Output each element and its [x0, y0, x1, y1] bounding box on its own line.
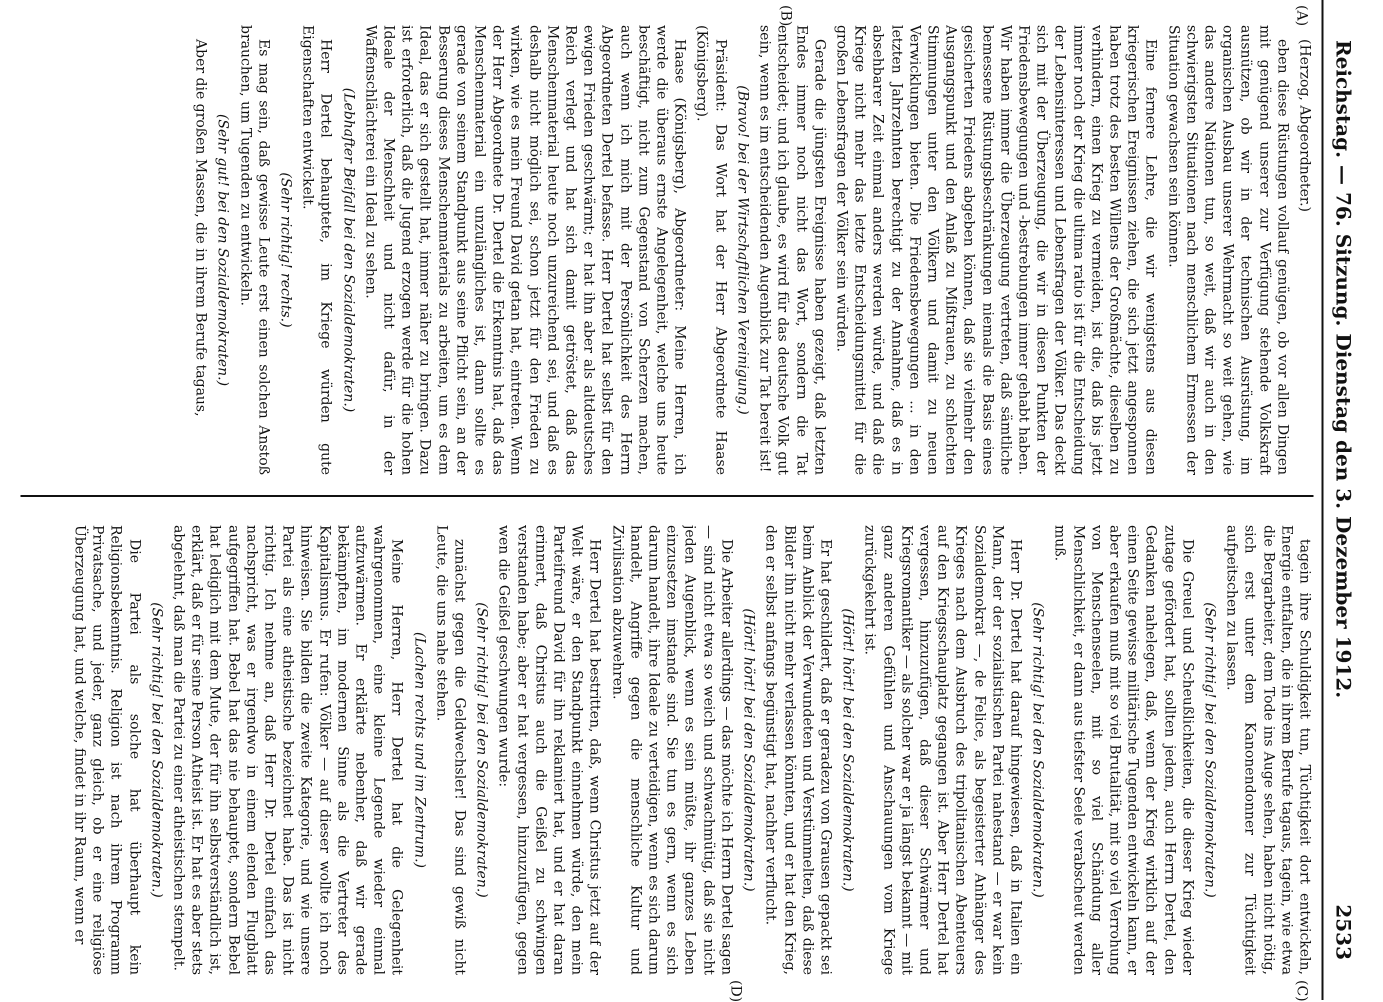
paragraph: tagein ihre Schuldigkeit tun, Tüchtigkeit dort entwickeln, Energie entfalten, die in ihrem Berufe tagaus, tagein, wie etwa die Bergarbeiter, dem Tode ins Auge sehen, haben nicht nötig, sich erst unter dem Kanonendonner zur Tüchtigkeit aufpeitschen zu lassen.	[1223, 525, 1312, 975]
paragraph: Herr Dertel behauptete, im Kriege würden gute Eigenschaften entwickelt.	[299, 25, 334, 475]
interjection: (Bravo! bei der Wirtschaftlichen Vereinigung.)	[733, 85, 750, 415]
paragraph: Die Greuel und Scheußlichkeiten, die dieser Krieg wieder zutage gefördert hat, sollten jedem, auch Herrn Dertel, den Gedanken nahelegen, daß, wenn der Krieg wirklich auf der einen Seite gewisse militärische Tugenden entwickeln kann, er aber erkaufen muß mit so viel Brutalität, mit so viel Verrohung von Menschenseelen, mit so viel Schändung aller Menschlichkeit, er dann aus tiefster Seele verabscheut werden muß.	[1051, 525, 1195, 975]
paragraph: Eine fernere Lehre, die wir wenigstens aus diesen kriegerischen Ereignissen ziehen, die sich jetzt angesponnen haben trotz des besten Willens der Großmächte, dieselben zu verhindern, einen Krieg zu vermeiden, ist die, daß bis jetzt immer noch der Krieg die ultima ratio ist für die Entscheidung der Lebensinteressen und Lebensfragen der Völker. Das deckt sich mit der Überzeugung, die wir in diesen Punkten der Friedensbewegungen und -bestrebungen immer gehabt haben. Wir haben immer die Überzeugung vertreten, daß sämtliche bemessene Rüstungsbeschränkungen niemals die Basis eines gesicherten Friedens abgeben können, daß sie vielmehr den Ausgangspunkt und den Anlaß zu Mißtrauen, zu schlechten Stimmungen unter den Völkern und damit zu neuen Verwicklungen bieten. Die Friedensbewegungen ... in den letzten Jahrzehnten berechtigt zu der Annahme, daß es in absehbarer Zeit einmal anders werden würde, und daß die Kriege nicht mehr das letzte Entscheidungsmittel für die großen Lebensfragen der Völker sein würden.	[832, 25, 1159, 475]
interjection: (Lachen rechts und im Zentrum.)	[410, 631, 427, 868]
margin-marker-c: (C)	[1293, 980, 1309, 1002]
margin-marker-b: (B)	[777, 5, 793, 27]
paragraph: Gerade die jüngsten Ereignisse haben gezeigt, daß letzten Endes immer noch nicht das Wort, sondern die Tat entscheidet; und ich glaube, es wird für das deutsche Volk gut sein, wenn es im entscheidenden Augenblick zur Tat bereit ist!	[756, 25, 827, 475]
interjection: (Sehr richtig! bei den Sozialdemokraten.)	[1029, 602, 1046, 898]
interjection: (Sehr richtig! bei den Sozialdemokraten.)	[147, 602, 164, 898]
interjection: (Sehr gut! bei den Sozialdemokraten.)	[214, 113, 231, 387]
paragraph: eben diese Rüstungen vollauf genügen, ob vor allen Dingen mit genügend unserer zur Verfügung stehende Volkskraft ausnützen, ob wir in der technischen Ausrüstung, im organischen Ausbau unserer Wehrmacht so weit gehen, wie das andere Nationen tun, so weit, daß wir auch in den schwierigsten Situationen nach menschlichem Ermessen der Situation gewachsen sein können.	[1164, 25, 1290, 475]
paragraph: Haase (Königsberg), Abgeordneter: Meine Herren, ich werde die überaus ernste Angelegenheit, welche uns heute beschäftigt, nicht zum Gegenstand von Scherzen machen, auch wenn ich mich mit der Persönlichkeit des Herrn Abgeordneten Dertel befasse. Herr Dertel hat selbst für den ewigen Frieden geschwärmt; er hat ihn aber als altdeutsches Reich verlegt und hat sich damit getröstet, daß das Menschenmaterial heute noch unzureichend sei, und daß es deshalb nicht möglich sei, schon jetzt für den Frieden zu wirken, wie es mein Freund David getan hat, eintreten. Wenn der Herr Abgeordnete Dr. Dertel die Erkenntnis hat, daß das Menschenmaterial ein unzulängliches ist, dann sollte es gerade von seinem Standpunkt aus seine Pflicht sein, an der Besserung dieses Menschenmaterials zu arbeiten, um es dem Ideal, das er sich gestellt hat, immer näher zu bringen. Dazu ist erforderlich, daß die Jugend erzogen werde für die hohen Ideale der Menschheit und nicht dafür, in der Waffenschlächterei ein Ideal zu sehen.	[361, 25, 688, 475]
paragraph: Er hat geschildert, daß er geradezu von Grausen gepackt sei beim Anblick der Verwundeten und Verstümmelten, daß diese Bilder ihn nicht mehr verlassen könnten, und er hat den Krieg, den er selbst anfangs begünstigt hat, nachher verflucht.	[762, 525, 833, 975]
interjection: (Sehr richtig! bei den Sozialdemokraten.)	[473, 602, 490, 898]
margin-marker-a: (A)	[1293, 5, 1309, 27]
interjection: (Hört! hört! bei den Sozialdemokraten.)	[740, 608, 757, 892]
paragraph: Herr Dr. Dertel hat darauf hingewiesen, daß in Italien ein Mann, der der sozialistischen Partei nahestand — er war kein Sozialdemokrat —, de Felice, als begeisterter Anhänger des Krieges nach dem Ausbruch des tripolitanischen Abenteuers auf den Kriegsschauplatz gegangen ist. Aber Herr Dertel hat vergessen, hinzuzufügen, daß dieser Schwärmer und Kriegsromantiker — als solcher war er ja längst bekannt — mit ganz anderen Gefühlen und Anschauungen vom Kriege zurückgekehrt ist.	[861, 525, 1023, 975]
paragraph: Es mag sein, daß gewisse Leute erst einen solchen Anstoß brauchen, um Tugenden zu entwickeln.	[236, 25, 271, 475]
paragraph: Die Arbeiter allerdings — das möchte ich Herrn Dertel sagen — sind nicht etwa so weich und schwachmütig, daß sie nicht jeden Augenblick, wenn es sein müßte, ihr ganzes Leben einzusetzen imstande sind. Sie tun es gern, wenn es sich darum handelt, ihre Ideale zu verteidigen, wenn es sich darum handelt, Angriffe gegen die menschliche Kultur und Zivilisation abzuwehren.	[608, 525, 734, 975]
header-title: Reichstag. — 76. Sitzung. Dienstag den 3. Dezember 1912.	[1331, 40, 1355, 699]
left-column	[20, 25, 1313, 475]
page-number: 2533	[1331, 904, 1355, 960]
paragraph: Meine Herren, Herr Dertel hat die Gelegenheit wahrgenommen, eine kleine Legende wieder einmal aufzuwärmen. Er erklärte nebenher, daß wir gerade bekämpften, im modernen Sinne als die Vertreter des Kapitalismus. Er rufen: Völker — auf dieser wollte ich noch hinweisen. Sie bilden die zweite Kategorie, und wie unsere Partei als eine atheistische bezeichnet habe. Das ist nicht richtig. Ich nehme an, daß Herr Dr. Dertel einfach das nachspricht, was er irgendwo in einem elenden Flugblatt aufgegriffen hat. Bebel hat das nie behauptet, sondern Bebel hat lediglich mit dem Mute, der für ihn selbstverständlich ist, erklärt, daß er für seine Person Atheist ist. Er hat es aber stets abgelehnt, daß man die Partei zu einer atheistischen stempelt.	[170, 525, 405, 975]
interjection: (Lebhafter Beifall bei den Sozialdemokraten.)	[339, 87, 356, 413]
paragraph: Präsident: Das Wort hat der Herr Abgeordnete Haase (Königsberg).	[693, 25, 728, 475]
interjection: (Sehr richtig! rechts.)	[277, 172, 294, 328]
right-column	[20, 525, 1313, 975]
paragraph: Die Partei als solche hat überhaupt kein Religionsbekenntnis. Religion ist nach ihrem Programm Privatsache, und jeder, ganz gleich, ob er eine religiöse Überzeugung hat, und welche, findet in ihr Raum, wenn er	[71, 525, 142, 975]
column-divider	[20, 495, 1313, 497]
paragraph: (Herzog, Abgeordneter.)	[1296, 39, 1312, 212]
paragraph: zunächst gegen die Geldwechsler! Das sind gewiß nicht Leute, die uns nahe stehen.	[432, 525, 468, 975]
page-header	[1321, 0, 1363, 1000]
paragraph: Aber die großen Massen, die in ihrem Berufe tagaus,	[192, 39, 209, 417]
interjection: (Sehr richtig! bei den Sozialdemokraten.)	[1200, 602, 1217, 898]
margin-marker-d: (D)	[727, 980, 743, 1002]
paragraph: Herr Dertel hat bestritten, daß, wenn Christus jetzt auf der Welt wäre, er den Standpunkt einnehmen würde, den mein Parteifreund David für ihn reklamiert hat, und er hat daran erinnert, daß Christus auch die Geißel zu schwingen verstanden habe; aber er hat vergessen, hinzuzufügen, gegen wen die Geißel geschwungen wurde:	[495, 525, 603, 975]
interjection: (Hört! hört! bei den Sozialdemokraten.)	[839, 608, 856, 892]
